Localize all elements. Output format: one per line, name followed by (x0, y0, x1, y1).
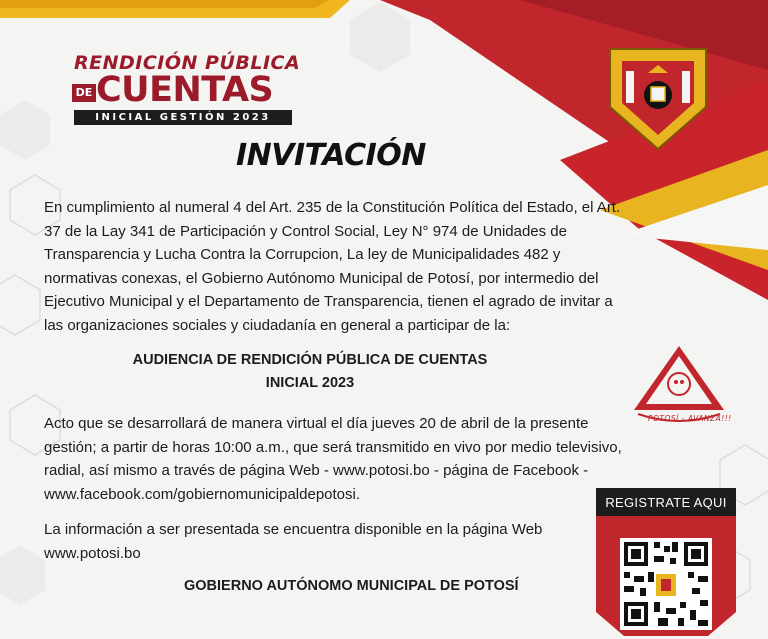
page-title: INVITACIÓN (236, 138, 426, 173)
logo-gestion-bar: INICIAL GESTIÓN 2023 (74, 110, 292, 125)
logo-de-badge: DE (72, 84, 96, 102)
register-here-label[interactable]: REGISTRATE AQUI (605, 495, 727, 510)
signature-institution: GOBIERNO AUTÓNOMO MUNICIPAL DE POTOSÍ (184, 578, 519, 594)
potosi-avanza-label: POTOSÍ - AVANZA!!! (648, 414, 732, 423)
event-details-paragraph: Acto que se desarrollará de manera virtual el día jueves 20 de abril de la presente gestión; a partir de horas 10:00 a.m., que será transmitido en vivo por medio televisivo, radial, así mismo a través de página Web - www.potosi.bo - página de Facebook - www.facebook.com/gobiernomunicipaldepotosi. (44, 415, 622, 503)
logo-cuentas: CUENTAS (96, 70, 274, 110)
info-paragraph: La información a ser presentada se encuentra disponible en la página Web www.potosi.bo (44, 521, 543, 562)
registration-qr-code[interactable] (620, 538, 712, 630)
event-title-line1: AUDIENCIA DE RENDICIÓN PÚBLICA DE CUENTAS (132, 352, 488, 368)
invitation-paragraph: En cumplimiento al numeral 4 del Art. 235 de la Constitución Política del Estado, el Art. 37 de la Lay 341 de Participación y Control Social, Ley N° 974 de Unidades de Transparencia y Lucha Contra la Corrupcion, La ley de Municipalidades 482 y normativas conexas, el Gobierno Autónomo Municipal de Potosí, por intermedio del Ejecutivo Municipal y el Departamento de Transparencia, tienen el agrado de invitar a las organizaciones sociales y ciudadanía en general a participar de la: (44, 199, 621, 334)
event-title-line2: INICIAL 2023 (265, 375, 355, 391)
coat-of-arms-seal (604, 43, 712, 153)
logo-rendicion-publica: RENDICIÓN PÚBLICA (74, 52, 301, 74)
